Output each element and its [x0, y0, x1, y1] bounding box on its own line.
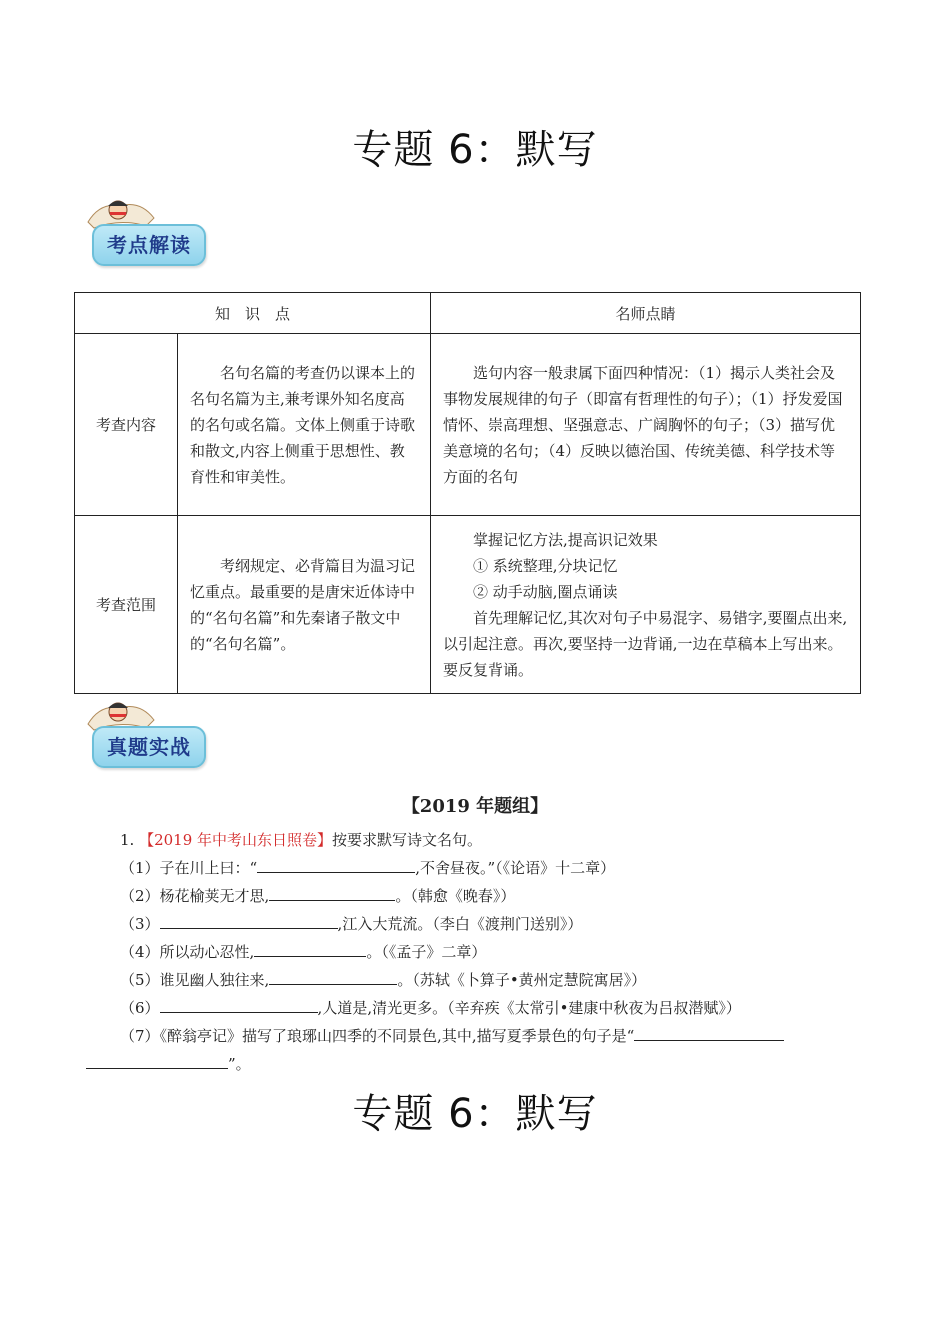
item-text-post: 。（韩愈《晚春》） — [395, 887, 516, 905]
header-knowledge: 知 识 点 — [75, 293, 431, 334]
knowledge-text: 考纲规定、必背篇目为温习记忆重点。最重要的是唐宋近体诗中的“名句名篇”和先秦诸子散文中的“名句名篇”。 — [190, 556, 416, 653]
question-item — [120, 997, 741, 1018]
question-item-continued — [86, 1053, 251, 1074]
question-source: 【2019 年中考山东日照卷】 — [139, 831, 333, 849]
badge-label: 真题实战 — [107, 735, 191, 759]
answer-blank[interactable] — [269, 886, 395, 901]
item-text-post: 。（苏轼《卜算子•黄州定慧院寓居》） — [397, 971, 647, 989]
tips-text: 选句内容一般隶属下面四种情况：（1）揭示人类社会及事物发展规律的句子（即富有哲理性的句子）；（1）抒发爱国情怀、崇高理想、坚强意志、广阔胸怀的句子；（3）描写优美意境的名句；（4）反映以德治国、传统美德、科学技术等方面的名句 — [443, 363, 843, 486]
row-label: 考查范围 — [75, 516, 178, 694]
item-text-pre: （2）杨花榆荚无才思, — [120, 887, 270, 905]
knowledge-table — [74, 292, 861, 694]
question-header — [120, 829, 482, 850]
tips-line: ② 动手动脑,圈点诵读 — [473, 582, 618, 601]
table-row — [75, 334, 861, 516]
item-text-post: ,江入大荒流。（李白《渡荆门送别》） — [337, 915, 583, 933]
table-row — [75, 516, 861, 694]
tips-line: ① 系统整理,分块记忆 — [473, 556, 618, 575]
question-item — [120, 1025, 784, 1046]
knowledge-text: 名句名篇的考查仍以课本上的名句名篇为主,兼考课外知名度高的名句或名篇。文体上侧重于诗歌和散文,内容上侧重于思想性、教育性和审美性。 — [190, 363, 416, 486]
badge-label: 考点解读 — [107, 233, 191, 257]
answer-blank[interactable] — [160, 914, 338, 929]
section-badge-zhenti — [80, 698, 206, 770]
item-text-post: ”。 — [228, 1055, 251, 1073]
section-badge-kaodian — [80, 196, 206, 268]
question-item — [120, 941, 486, 962]
tips-line: 首先理解记忆,其次对句子中易混字、易错字,要圈点出来,以引起注意。再次,要坚持一边背诵,一边在草稿本上写出来。要反复背诵。 — [443, 608, 848, 679]
question-number: 1. — [120, 831, 135, 849]
question-prompt: 按要求默写诗文名句。 — [332, 831, 483, 849]
item-text-pre: （6） — [120, 999, 160, 1017]
answer-blank[interactable] — [269, 970, 397, 985]
question-item — [120, 857, 615, 878]
answer-blank[interactable] — [160, 998, 318, 1013]
answer-blank[interactable] — [254, 942, 366, 957]
answer-blank[interactable] — [634, 1026, 784, 1041]
question-item — [120, 885, 515, 906]
header-tips: 名师点睛 — [431, 293, 861, 334]
item-text-pre: （4）所以动心忍性, — [120, 943, 255, 961]
item-text-post: 。（《孟子》二章） — [366, 943, 487, 961]
question-item — [120, 969, 646, 990]
item-text-post: ,不舍昼夜。”（《论语》十二章） — [415, 859, 616, 877]
item-text-pre: （5）谁见幽人独往来, — [120, 971, 270, 989]
item-text-post: ,人道是,清光更多。（辛弃疾《太常引•建康中秋夜为吕叔潜赋》） — [317, 999, 741, 1017]
answer-blank[interactable] — [86, 1054, 228, 1069]
row-label: 考查内容 — [75, 334, 178, 516]
question-item — [120, 913, 582, 934]
section-title: 【2019 年题组】 — [401, 796, 549, 817]
item-text-pre: （7）《醉翁亭记》描写了琅琊山四季的不同景色,其中,描写夏季景色的句子是“ — [120, 1027, 635, 1045]
tips-line: 掌握记忆方法,提高识记效果 — [473, 530, 658, 549]
item-text-pre: （3） — [120, 915, 160, 933]
answer-blank[interactable] — [257, 858, 415, 873]
page-title-repeat: 专题 6：默写 — [352, 1091, 598, 1137]
item-text-pre: （1）子在川上曰：“ — [120, 859, 258, 877]
page-title: 专题 6：默写 — [352, 127, 598, 173]
table-header-row — [75, 293, 861, 334]
